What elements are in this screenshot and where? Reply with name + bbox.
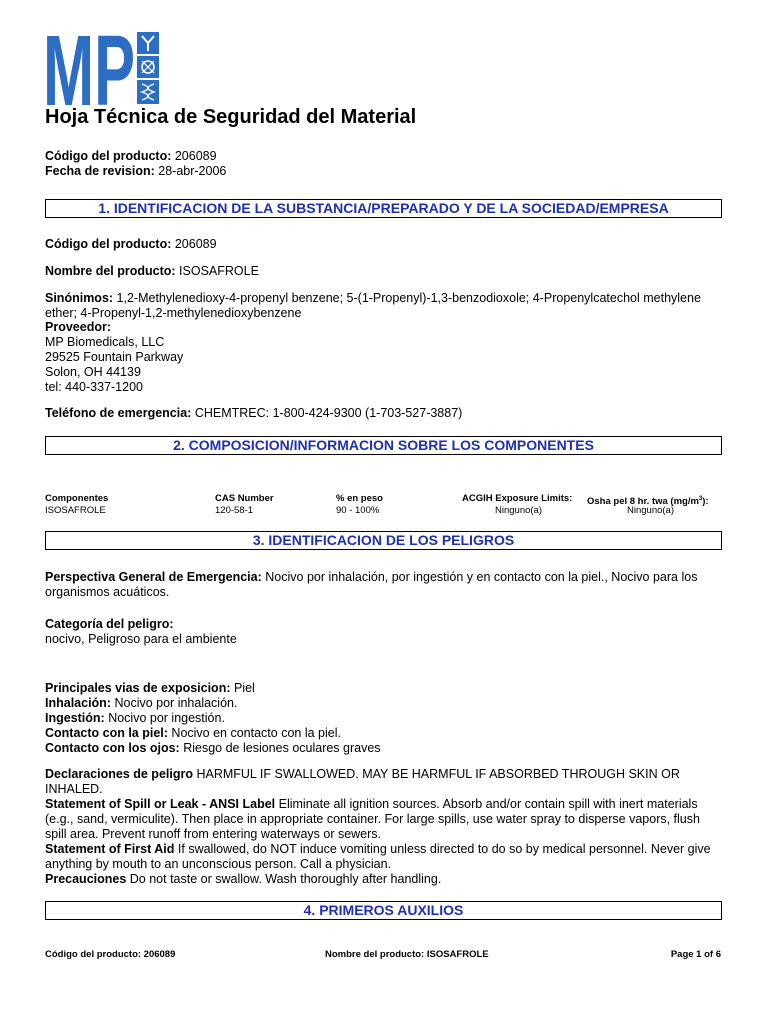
document-title: Hoja Técnica de Seguridad del Material bbox=[45, 106, 417, 128]
cell-weight: 90 - 100% bbox=[336, 505, 380, 516]
supplier-block: Proveedor: MP Biomedicals, LLC 29525 Fountain Parkway Solon, OH 44139 tel: 440-337-1200 bbox=[45, 320, 184, 394]
hazard-category: Categoría del peligro: nocivo, Peligroso para el ambiente bbox=[45, 617, 237, 646]
col-header-osha: Osha pel 8 hr. twa $(mg/m^3)$: bbox=[587, 496, 709, 508]
product-name: Nombre del producto: ISOSAFROLE bbox=[45, 264, 259, 278]
section-1-title: 1. IDENTIFICACION DE LA SUBSTANCIA/PREPARADO Y DE LA SOCIEDAD/EMPRESA bbox=[45, 199, 722, 218]
cell-acgih: Ninguno(a) bbox=[495, 505, 542, 516]
header-revision-date: Fecha de revision: 28-abr-2006 bbox=[45, 164, 227, 178]
exposure-routes: Principales vias de exposicion: Piel Inhalación: Nocivo por inhalación. Ingestión: Nocivo por ingestión. Contacto con la piel: Nocivo en contacto con la piel. Contacto con los ojos: Riesgo de lesiones oculares graves bbox=[45, 681, 381, 755]
emergency-phone: Teléfono de emergencia: CHEMTREC: 1-800-424-9300 (1-703-527-3887) bbox=[45, 406, 463, 420]
col-header-cas: CAS Number bbox=[215, 493, 274, 504]
footer-product-code: Código del producto: 206089 bbox=[45, 949, 176, 960]
col-header-acgih: ACGIH Exposure Limits: bbox=[462, 493, 573, 504]
company-logo bbox=[45, 30, 161, 106]
cell-cas: 120-58-1 bbox=[215, 505, 254, 516]
emergency-overview: Perspectiva General de Emergencia: Nocivo por inhalación, por ingestión y en contacto con la piel., Nocivo para los organismos acuáticos. bbox=[45, 570, 698, 599]
cell-osha: Ninguno(a) bbox=[627, 505, 674, 516]
product-code: Código del producto: 206089 bbox=[45, 237, 217, 251]
footer-page-number: Page 1 of 6 bbox=[670, 949, 721, 960]
synonyms: Sinónimos: 1,2-Methylenedioxy-4-propenyl benzene; 5-(1-Propenyl)-1,3-benzodioxole; 4-Propenylcatechol methylene ether; 4-Propenyl-1,2-methylenedioxybenzene bbox=[45, 291, 701, 320]
footer-product-name: Nombre del producto: ISOSAFROLE bbox=[325, 949, 489, 960]
section-4-title: 4. PRIMEROS AUXILIOS bbox=[45, 901, 722, 920]
logo-text: MP bbox=[45, 30, 135, 106]
col-header-weight: % en peso bbox=[336, 493, 383, 504]
cell-component: ISOSAFROLE bbox=[45, 505, 106, 516]
hazard-statements: Declaraciones de peligro HARMFUL IF SWALLOWED. MAY BE HARMFUL IF ABSORBED THROUGH SKIN OR INHALED. Statement of Spill or Leak - ANSI Label Eliminate all ignition sources. Absorb and/or contain spill with inert materials (e.g., sand, vermiculite). Then place in appropriate container. For large spills, use water spray to disperse vapors, flush spill area. Prevent runoff from entering waterways or sewers. Statement of First Aid If swallowed, do NOT induce vomiting unless directed to do so by medical personnel. Never give anything by mouth to an unconscious person. Call a physician. Precauciones Do not taste or swallow. Wash thoroughly after handling. bbox=[45, 767, 711, 886]
section-3-title: 3. IDENTIFICACION DE LOS PELIGROS bbox=[45, 531, 722, 550]
col-header-components: Componentes bbox=[45, 493, 109, 504]
section-2-title: 2. COMPOSICION/INFORMACION SOBRE LOS COMPONENTES bbox=[45, 436, 722, 455]
header-product-code: Código del producto: 206089 bbox=[45, 149, 217, 163]
